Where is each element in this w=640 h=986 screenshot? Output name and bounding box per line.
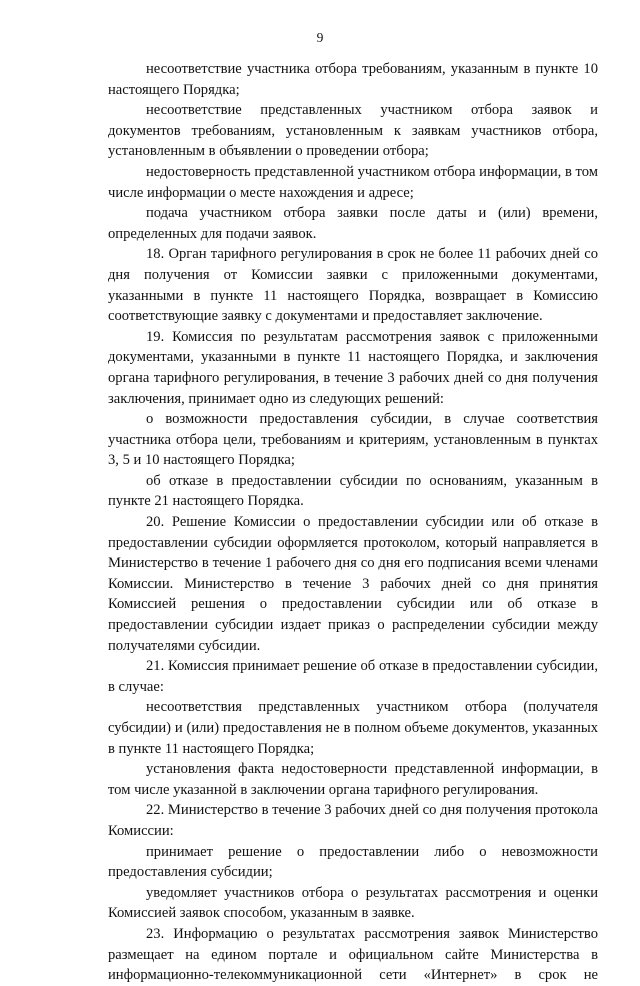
paragraph: о возможности предоставления субсидии, в случае соответствия участника отбора цели, требованиям и критериям, установленным в пунктах 3, 5 и 10 настоящего Порядка; [108,411,598,469]
paragraph: принимает решение о предоставлении либо о невозможности предоставления субсидии; [108,843,598,881]
paragraph: несоответствия представленных участником отбора (получателя субсидии) и (или) предоставления не в полном объеме документов, указанных в пункте 11 настоящего Порядка; [108,699,598,757]
paragraph: несоответствие участника отбора требованиям, указанным в пункте 10 настоящего Порядка; [108,61,598,98]
paragraph: недостоверность представленной участником отбора информации, в том числе информации о месте нахождения и адресе; [108,163,598,201]
paragraph-item-23: 23. Информацию о результатах рассмотрения заявок Министерство размещает на едином портале и официальном сайте Министерства в информационно-телекоммуникационной сети «Интернет» в срок не [108,925,598,984]
paragraph: установления факта недостоверности представленной информации, в том числе указанной в заключении органа тарифного регулирования. [108,761,598,798]
paragraph: уведомляет участников отбора о результатах рассмотрения и оценки Комиссией заявок способом, указанным в заявке. [108,884,598,922]
document-body [108,59,598,986]
paragraph-item-22: 22. Министерство в течение 3 рабочих дней со дня получения протокола Комиссии: [108,802,598,839]
page-number: 9 [316,30,324,45]
paragraph: об отказе в предоставлении субсидии по основаниям, указанным в пункте 21 настоящего Порядка. [108,472,598,510]
paragraph-item-19: 19. Комиссия по результатам рассмотрения заявок с приложенными документами, указанными в пункте 11 настоящего Порядка, и заключения органа тарифного регулирования, в течение 3 рабочих дней со дня получения заключения, принимает одно из следующих решений: [108,328,598,407]
paragraph-item-21: 21. Комиссия принимает решение об отказе в предоставлении субсидии, в случае: [108,658,598,695]
paragraph-item-18: 18. Орган тарифного регулирования в срок не более 11 рабочих дней со дня получения от Комиссии заявки с приложенными документами, указанными в пункте 11 настоящего Порядка, возвращает в Комиссию соответствующие заявку с документами и предоставляет заключение. [108,246,598,325]
paragraph: подача участником отбора заявки после даты и (или) времени, определенных для подачи заявок. [108,205,598,242]
paragraph-item-20: 20. Решение Комиссии о предоставлении субсидии или об отказе в предоставлении субсидии оформляется протоколом, который направляется в Министерство в течение 1 рабочего дня со дня его подписания всеми членами Комиссии. Министерство в течение 3 рабочих дней со дня принятия Комиссией решения о предоставлении субсидии или об отказе в предоставлении субсидии издает приказ о распределении субсидии между получателями субсидии. [108,514,598,654]
paragraph: несоответствие представленных участником отбора заявок и документов требованиям, установленным к заявкам участников отбора, установленным в объявлении о проведении отбора; [108,102,598,160]
